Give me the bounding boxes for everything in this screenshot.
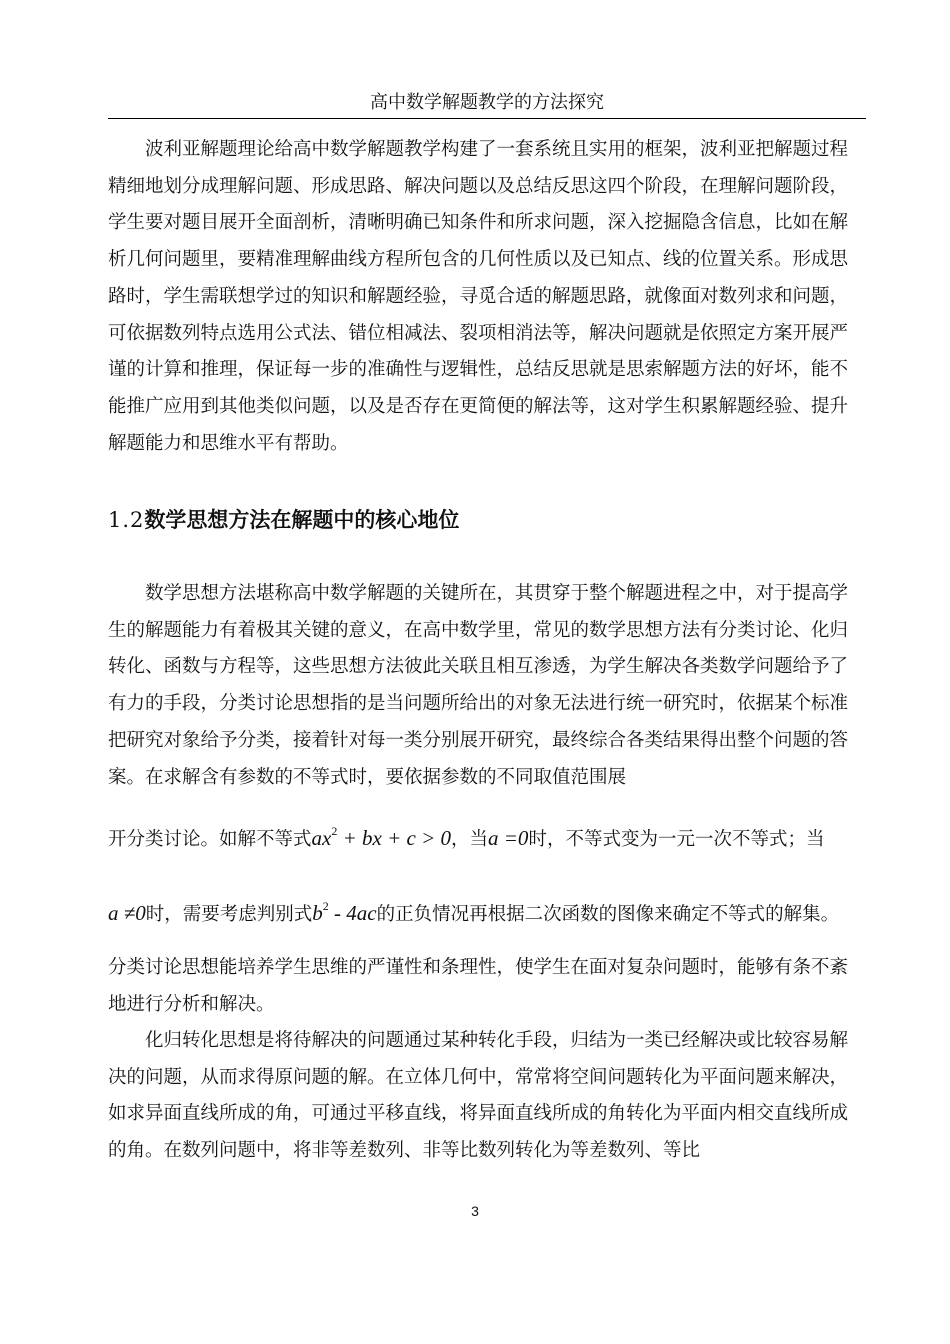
section-number: 1.2 (108, 508, 145, 532)
header-rule (108, 118, 866, 119)
paragraph-classification-summary: 分类讨论思想能培养学生思维的严谨性和条理性，使学生在面对复杂问题时，能够有条不紊地进行分析和解决。 (108, 957, 849, 1015)
a-not-zero: a ≠0 (108, 901, 146, 925)
discriminant-text-1: 时，需要考虑判别式 (145, 904, 313, 925)
paragraph-transformation: 化归转化思想是将待解决的问题通过某种转化手段，归结为一类已经解决或比较容易解决的问题，从而求得原问题的解。在立体几何中，常常将空间问题转化为平面问题来解决，如求异面直线所成的角，可通过平移直线，将异面直线所成的角转化为平面内相交直线所成的角。在数列问题中，将非等差数列、非等比数列转化为等差数列、等比 (108, 1030, 849, 1162)
discriminant-formula: $b^2 - 4ac$ (312, 899, 377, 925)
paragraph-polya: 波利亚解题理论给高中数学解题教学构建了一套系统且实用的框架，波利亚把解题过程精细地划分成理解问题、形成思路、解决问题以及总结反思这四个阶段，在理解问题阶段，学生要对题目展开全面剖析，清晰明确已知条件和所求问题，深入挖掘隐含信息，比如在解析几何问题里，要精准理解曲线方程所包含的几何性质以及已知点、线的位置关系。形成思路时，学生需联想学过的知识和解题经验，寻觅合适的解题思路，就像面对数列求和问题，可依据数列特点选用公式法、错位相减法、裂项相消法等，解决问题就是依照定方案开展严谨的计算和推理，保证每一步的准确性与逻辑性，总结反思就是思索解题方法的好坏，能不能推广应用到其他类似问题，以及是否存在更简便的解法等，这对学生积累解题经验、提升解题能力和思维水平有帮助。 (108, 139, 849, 454)
section-heading (108, 505, 459, 535)
discriminant-text-2: 的正负情况再根据二次函数的图像来确定不等式的解集。 (376, 904, 840, 925)
section-title: 数学思想方法在解题中的核心地位 (144, 508, 460, 532)
inequality-text-1: 开分类讨论。如解不等式 (108, 829, 312, 850)
inequality-line (108, 816, 864, 855)
inequality-text-3: 时，不等式变为一元一次不等式；当 (528, 829, 825, 850)
discriminant-line (108, 891, 864, 930)
inequality-text-2: ，当 (451, 829, 489, 850)
a-equals-zero: a =0 (488, 826, 529, 850)
running-header: 高中数学解题教学的方法探究 (370, 92, 604, 113)
page-number: 3 (471, 1203, 479, 1219)
inequality-formula: $ax^2$ + bx + c > 0 (311, 824, 451, 850)
paragraph-math-thinking: 数学思想方法堪称高中数学解题的关键所在，其贯穿于整个解题进程之中，对于提高学生的解题能力有着极其关键的意义，在高中数学里，常见的数学思想方法有分类讨论、化归转化、函数与方程等，这些思想方法彼此关联且相互渗透，为学生解决各类数学问题给予了有力的手段，分类讨论思想指的是当问题所给出的对象无法进行统一研究时，依据某个标准把研究对象给予分类，接着针对每一类分别展开研究，最终综合各类结果得出整个问题的答案。在求解含有参数的不等式时，要依据参数的不同取值范围展 (108, 583, 849, 788)
